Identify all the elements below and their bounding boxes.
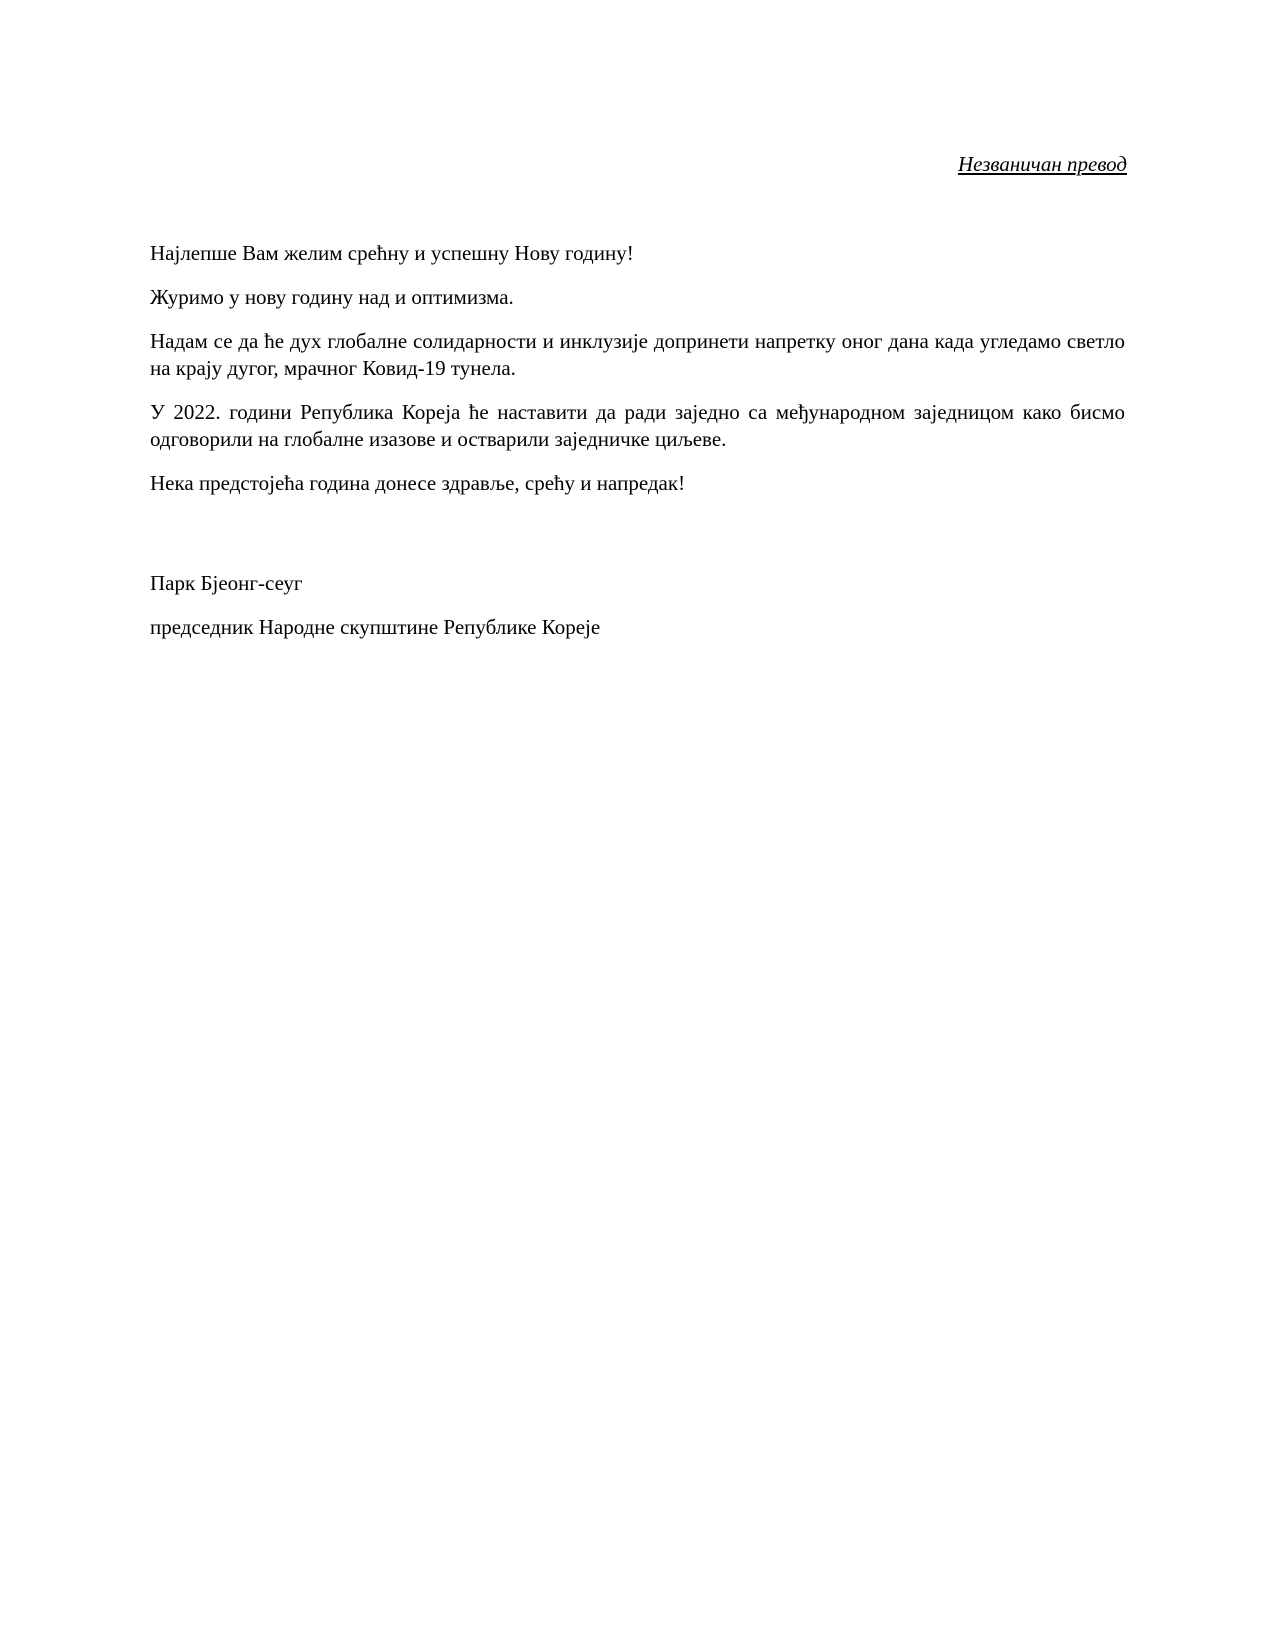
paragraph-solidarity: Надам се да ће дух глобалне солидарности и инклузије допринети напретку оног дана када угледамо светло на крају дугог, мрачног Ковид-19 тунела.: [150, 329, 1125, 380]
signatory-title: председник Народне скупштине Републике Кореје: [150, 615, 601, 639]
paragraph-wishes: Нека предстојећа година донесе здравље, срећу и напредак!: [150, 471, 686, 495]
signatory-name: Парк Бјеонг-сеуг: [150, 571, 303, 595]
paragraph-greeting: Најлепше Вам желим срећну и успешну Нову годину!: [150, 241, 634, 265]
unofficial-translation-note: Незваничан превод: [958, 152, 1127, 176]
paragraph-cooperation: У 2022. години Република Кореја ће наставити да ради заједно са међународном заједницом како бисмо одговорили на глобалне изазове и остварили заједничке циљеве.: [150, 400, 1125, 451]
paragraph-new-year: Журимо у нову годину над и оптимизма.: [150, 285, 514, 309]
letter-body: [150, 240, 1125, 514]
signature-block: [150, 570, 600, 658]
